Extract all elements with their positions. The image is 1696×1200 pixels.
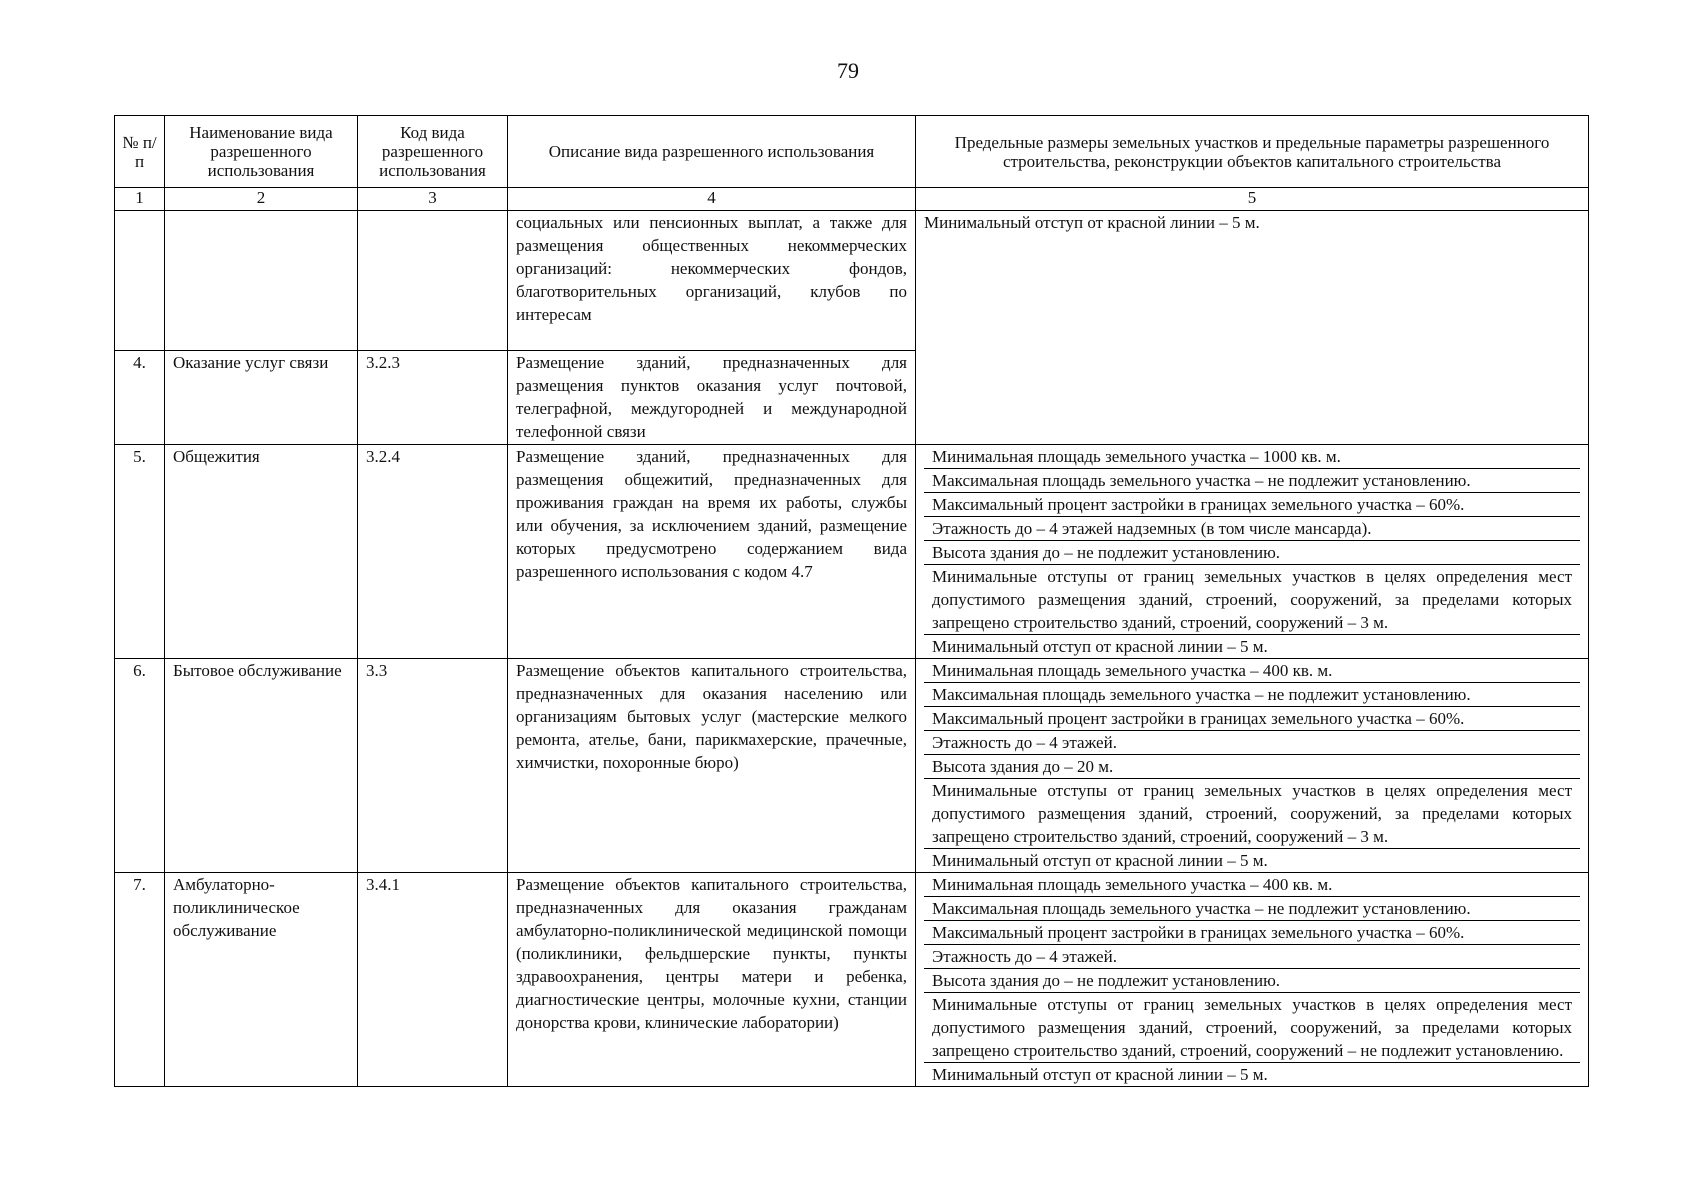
use-name-text: Оказание услуг связи	[173, 353, 329, 372]
cell-use-name: Общежития	[165, 445, 358, 659]
param-item: Максимальная площадь земельного участка – не подлежит установлению.	[924, 469, 1580, 493]
cell-use-code: 3.3	[358, 659, 508, 873]
cell-parameters	[916, 659, 1589, 873]
header-use-name: Наименование вида разрешенного использования	[165, 116, 358, 188]
column-number: 3	[358, 188, 508, 211]
param-item: Минимальная площадь земельного участка – 400 кв. м.	[924, 659, 1580, 683]
column-number: 1	[115, 188, 165, 211]
table-row-continued	[115, 211, 1589, 351]
cell-parameters	[916, 211, 1589, 445]
header-number: № п/п	[115, 116, 165, 188]
column-numbers-row	[115, 188, 1589, 211]
header-parameters: Предельные размеры земельных участков и предельные параметры разрешенного строительства, реконструкции объектов капитального строительства	[916, 116, 1589, 188]
header-use-code: Код вида разрешенного использования	[358, 116, 508, 188]
param-item: Минимальный отступ от красной линии – 5 м.	[932, 637, 1268, 656]
cell-description: Размещение зданий, предназначенных для размещения пунктов оказания услуг почтовой, телеграфной, междугородней и международной телефонной связи	[508, 351, 916, 445]
table-row	[115, 873, 1589, 1087]
param-item: Максимальный процент застройки в границах земельного участка – 60%.	[924, 921, 1580, 945]
cell-number: 7.	[115, 873, 165, 1087]
param-item: Минимальные отступы от границ земельных участков в целях определения мест допустимого размещения зданий, строений, сооружений, за пределами которых запрещено строительство зданий, строений, сооружений – 3 м.	[924, 779, 1580, 849]
cell-use-code: 3.2.4	[358, 445, 508, 659]
cell-description: Размещение объектов капитального строительства, предназначенных для оказания населению или организациям бытовых услуг (мастерские мелкого ремонта, ателье, бани, парикмахерские, прачечные, химчистки, похоронные бюро)	[508, 659, 916, 873]
param-item: Минимальный отступ от красной линии – 5 м.	[924, 213, 1260, 232]
param-item: Минимальный отступ от красной линии – 5 м.	[932, 851, 1268, 870]
table-header-row	[115, 116, 1589, 188]
cell-use-name	[165, 211, 358, 351]
table-row	[115, 659, 1589, 873]
permitted-use-table	[114, 115, 1589, 1087]
cell-description: Размещение объектов капитального строительства, предназначенных для оказания гражданам амбулаторно-поликлинической медицинской помощи (поликлиники, фельдшерские пункты, пункты здравоохранения, центры матери и ребенка, диагностические центры, молочные кухни, станции донорства крови, клинические лаборатории)	[508, 873, 916, 1087]
cell-description: Размещение зданий, предназначенных для размещения общежитий, предназначенных для проживания граждан на время их работы, службы или обучения, за исключением зданий, размещение которых предусмотрено содержанием вида разрешенного использования с кодом 4.7	[508, 445, 916, 659]
cell-number: 6.	[115, 659, 165, 873]
cell-description: социальных или пенсионных выплат, а также для размещения общественных некоммерческих организаций: некоммерческих фондов, благотворительных организаций, клубов по интересам	[508, 211, 916, 351]
cell-number	[115, 211, 165, 351]
column-number: 5	[916, 188, 1589, 211]
cell-number: 5.	[115, 445, 165, 659]
param-item: Минимальные отступы от границ земельных участков в целях определения мест допустимого размещения зданий, строений, сооружений, за пределами которых запрещено строительство зданий, строений, сооружений – не подлежит установлению.	[924, 993, 1580, 1063]
param-item: Минимальный отступ от красной линии – 5 м.	[932, 1065, 1268, 1084]
param-item: Минимальная площадь земельного участка – 400 кв. м.	[924, 873, 1580, 897]
param-item: Максимальная площадь земельного участка – не подлежит установлению.	[924, 683, 1580, 707]
header-description: Описание вида разрешенного использования	[508, 116, 916, 188]
column-number: 2	[165, 188, 358, 211]
table-row	[115, 445, 1589, 659]
param-item: Минимальные отступы от границ земельных участков в целях определения мест допустимого размещения зданий, строений, сооружений, за пределами которых запрещено строительство зданий, строений, сооружений – 3 м.	[924, 565, 1580, 635]
param-item: Этажность до – 4 этажей.	[924, 731, 1580, 755]
cell-use-code: 3.2.3	[358, 351, 508, 445]
cell-use-name: Амбулаторно-поликлиническое обслуживание	[165, 873, 358, 1087]
param-item: Минимальная площадь земельного участка – 1000 кв. м.	[924, 445, 1580, 469]
cell-number: 4.	[115, 351, 165, 445]
param-item: Максимальный процент застройки в границах земельного участка – 60%.	[924, 707, 1580, 731]
param-item: Максимальная площадь земельного участка – не подлежит установлению.	[924, 897, 1580, 921]
cell-parameters	[916, 873, 1589, 1087]
cell-use-code	[358, 211, 508, 351]
param-item: Этажность до – 4 этажей надземных (в том числе мансарда).	[924, 517, 1580, 541]
cell-use-name: Бытовое обслуживание	[165, 659, 358, 873]
param-item: Высота здания до – 20 м.	[924, 755, 1580, 779]
param-item: Высота здания до – не подлежит установлению.	[924, 969, 1580, 993]
page-number: 79	[837, 58, 859, 83]
param-item: Высота здания до – не подлежит установлению.	[924, 541, 1580, 565]
cell-use-name	[165, 351, 358, 445]
column-number: 4	[508, 188, 916, 211]
param-item: Этажность до – 4 этажей.	[924, 945, 1580, 969]
param-item: Максимальный процент застройки в границах земельного участка – 60%.	[924, 493, 1580, 517]
cell-parameters	[916, 445, 1589, 659]
cell-use-code: 3.4.1	[358, 873, 508, 1087]
